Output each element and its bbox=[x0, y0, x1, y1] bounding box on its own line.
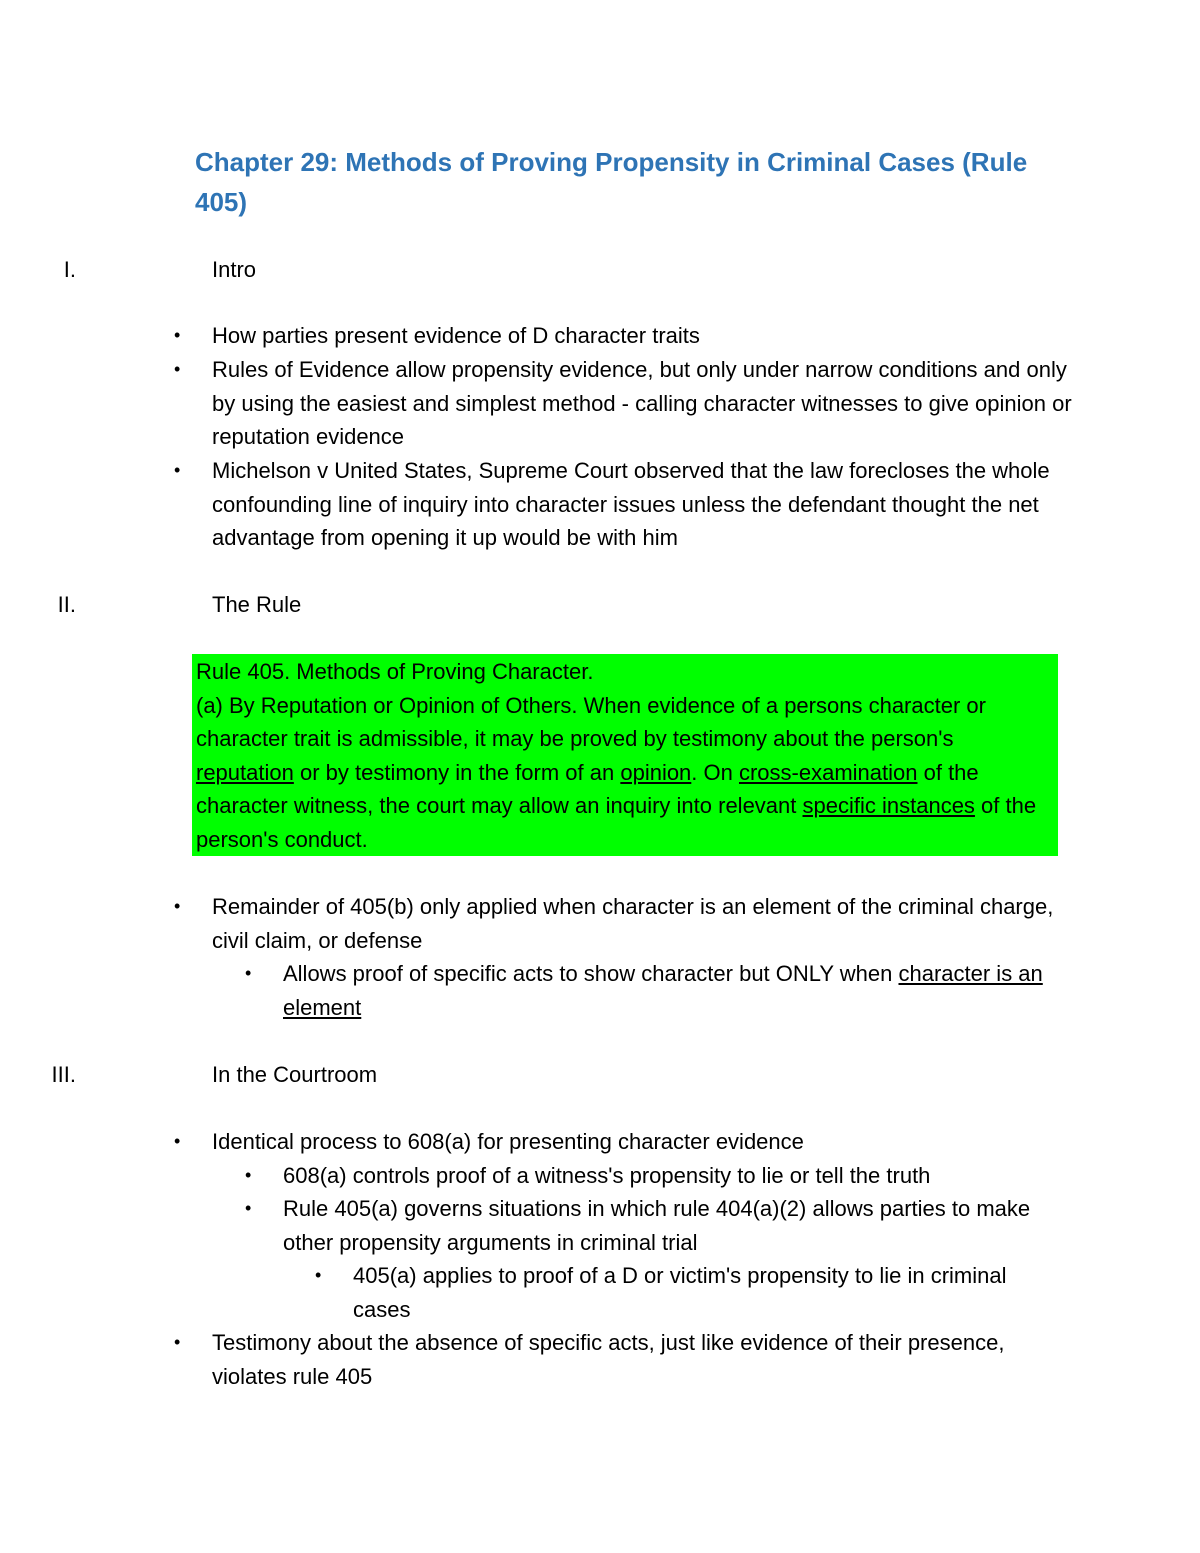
bullet-icon: • bbox=[174, 896, 181, 916]
list-item bbox=[174, 1326, 1072, 1393]
page-title: Chapter 29: Methods of Proving Propensity in Criminal Cases (Rule 405) bbox=[195, 147, 1028, 217]
list-item bbox=[245, 1159, 1063, 1193]
list-item bbox=[245, 1192, 1063, 1259]
rule-heading: Rule 405. Methods of Proving Character. bbox=[196, 659, 594, 684]
bullet-icon: • bbox=[174, 359, 181, 379]
list-item bbox=[174, 454, 1072, 555]
list-item-text: How parties present evidence of D character traits bbox=[212, 323, 700, 348]
list-item bbox=[174, 1125, 1072, 1159]
list-item bbox=[315, 1259, 1063, 1326]
term-cross-examination: cross-examination bbox=[738, 759, 918, 785]
list-item-text: 405(a) applies to proof of a D or victim's propensity to lie in criminal cases bbox=[353, 1263, 1007, 1322]
list-item bbox=[174, 319, 1072, 353]
list-item-text: Rule 405(a) governs situations in which rule 404(a)(2) allows parties to make other propensity arguments in criminal trial bbox=[283, 1196, 1031, 1255]
list-item-text: Allows proof of specific acts to show character but ONLY when character is an element bbox=[283, 961, 1043, 1020]
list-item-text: Identical process to 608(a) for presenting character evidence bbox=[212, 1129, 804, 1154]
bullet-icon: • bbox=[245, 963, 252, 983]
term-reputation: reputation bbox=[196, 759, 294, 785]
list-item-text: Testimony about the absence of specific acts, just like evidence of their presence, violates rule 405 bbox=[212, 1330, 1005, 1389]
list-item-text: Rules of Evidence allow propensity evidence, but only under narrow conditions and only by using the easiest and simplest method - calling character witnesses to give opinion or reputation evidence bbox=[212, 357, 1072, 450]
section-numeral: I. bbox=[63, 257, 76, 282]
section-title: Intro bbox=[212, 257, 257, 282]
section-numeral: III. bbox=[51, 1062, 76, 1087]
bullet-icon: • bbox=[245, 1165, 252, 1185]
term-character-element: character is an element bbox=[283, 961, 1043, 1020]
bullet-icon: • bbox=[315, 1265, 322, 1285]
rule-405-highlight-box bbox=[192, 654, 1058, 856]
list-item-text: 608(a) controls proof of a witness's propensity to lie or tell the truth bbox=[283, 1163, 931, 1188]
bullet-icon: • bbox=[174, 1131, 181, 1151]
term-specific-instances: specific instances bbox=[802, 793, 975, 819]
bullet-icon: • bbox=[174, 325, 181, 345]
section-title: The Rule bbox=[212, 592, 302, 617]
bullet-icon: • bbox=[174, 460, 181, 480]
list-item bbox=[174, 890, 1072, 957]
bullet-icon: • bbox=[174, 1332, 181, 1352]
list-item-text: Remainder of 405(b) only applied when character is an element of the criminal charge, civil claim, or defense bbox=[212, 894, 1054, 953]
section-numeral: II. bbox=[57, 592, 76, 617]
list-item-text: Michelson v United States, Supreme Court observed that the law forecloses the whole confounding line of inquiry into character issues unless the defendant thought the net advantage from opening it up would be with him bbox=[212, 458, 1050, 551]
rule-text: (a) By Reputation or Opinion of Others. When evidence of a persons character or character trait is admissible, it may be proved by testimony about the person's reputation or by testimony in the form of an opinion. On cross-examination of the character witness, the court may allow an inquiry into relevant specific instances of the person's conduct. bbox=[196, 692, 1037, 852]
term-opinion: opinion bbox=[620, 759, 692, 785]
list-item bbox=[245, 957, 1063, 1024]
list-item bbox=[174, 353, 1072, 454]
bullet-icon: • bbox=[245, 1198, 252, 1218]
section-title: In the Courtroom bbox=[212, 1062, 378, 1087]
